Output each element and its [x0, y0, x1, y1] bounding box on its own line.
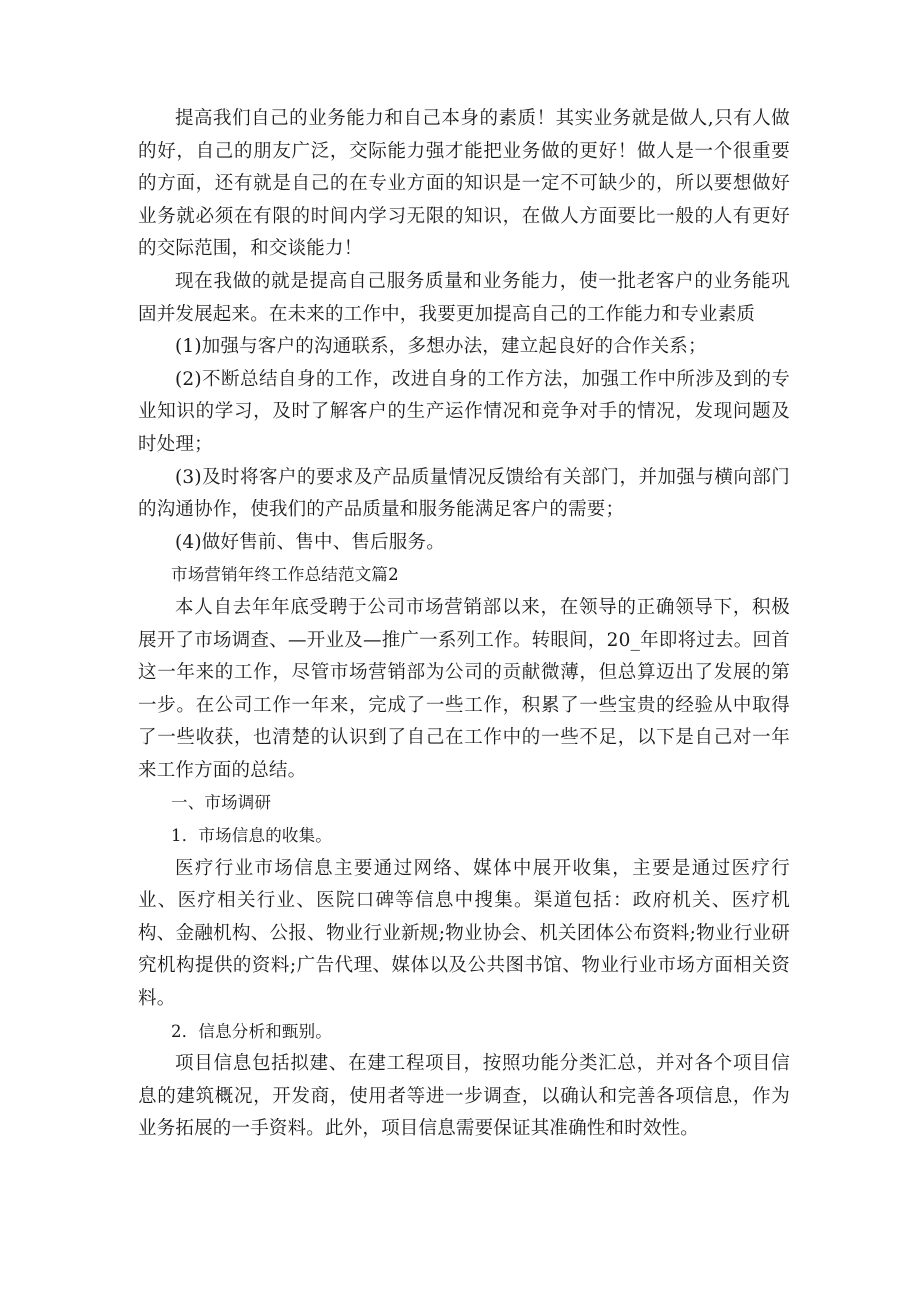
subheading-info-analysis: 2．信息分析和甄别。	[171, 1021, 332, 1041]
list-item-3: (3)及时将客户的要求及产品质量情况反馈给有关部门，并加强与横向部门的沟通协作，使我们的产品质量和服务能满足客户的需要；	[138, 466, 790, 521]
paragraph-info-analysis: 项目信息包括拟建、在建工程项目，按照功能分类汇总，并对各个项目信息的建筑概况，开发商，使用者等进一步调查，以确认和完善各项信息，作为业务拓展的一手资料。此外，项目信息需要保证其准确性和时效性。	[138, 1053, 790, 1140]
list-item-2: (2)不断总结自身的工作，改进自身的工作方法，加强工作中所涉及到的专业知识的学习，及时了解客户的生产运作情况和竞争对手的情况，发现问题及时处理；	[138, 368, 790, 455]
document-body	[138, 103, 790, 1146]
section-heading-article-2: 市场营销年终工作总结范文篇2	[171, 565, 399, 585]
list-item-1: (1)加强与客户的沟通联系，多想办法，建立起良好的合作关系；	[175, 336, 707, 358]
section-heading-market-research: 一、市场调研	[171, 793, 272, 813]
subheading-info-collection: 1．市场信息的收集。	[171, 826, 332, 846]
paragraph-intro: 本人自去年年底受聘于公司市场营销部以来，在领导的正确领导下，积极展开了市场调查、—开业及—推广一系列工作。转眼间，20_年即将过去。回首这一年来的工作，尽管市场营销部为公司的贡献微薄，但总算迈出了发展的第一步。在公司工作一年来，完成了一些工作，积累了一些宝贵的经验从中取得了一些收获，也清楚的认识到了自己在工作中的一些不足，以下是自己对一年来工作方面的总结。	[138, 596, 790, 781]
list-item-4: (4)做好售前、售中、售后服务。	[175, 531, 445, 553]
paragraph-service-quality: 现在我做的就是提高自己服务质量和业务能力，使一批老客户的业务能巩固并发展起来。在未来的工作中，我要更加提高自己的工作能力和专业素质	[138, 270, 790, 325]
paragraph-info-collection: 医疗行业市场信息主要通过网络、媒体中展开收集，主要是通过医疗行业、医疗相关行业、医院口碑等信息中搜集。渠道包括：政府机关、医疗机构、金融机构、公报、物业行业新规;物业协会、机关团体公布资料;物业行业研究机构提供的资料;广告代理、媒体以及公共图书馆、物业行业市场方面相关资料。	[138, 857, 790, 1010]
paragraph-business-ability: 提高我们自己的业务能力和自己本身的素质！其实业务就是做人,只有人做的好，自己的朋友广泛，交际能力强才能把业务做的更好！做人是一个很重要的方面，还有就是自己的在专业方面的知识是一定不可缺少的，所以要想做好业务就必须在有限的时间内学习无限的知识，在做人方面要比一般的人有更好的交际范围，和交谈能力！	[138, 108, 790, 260]
